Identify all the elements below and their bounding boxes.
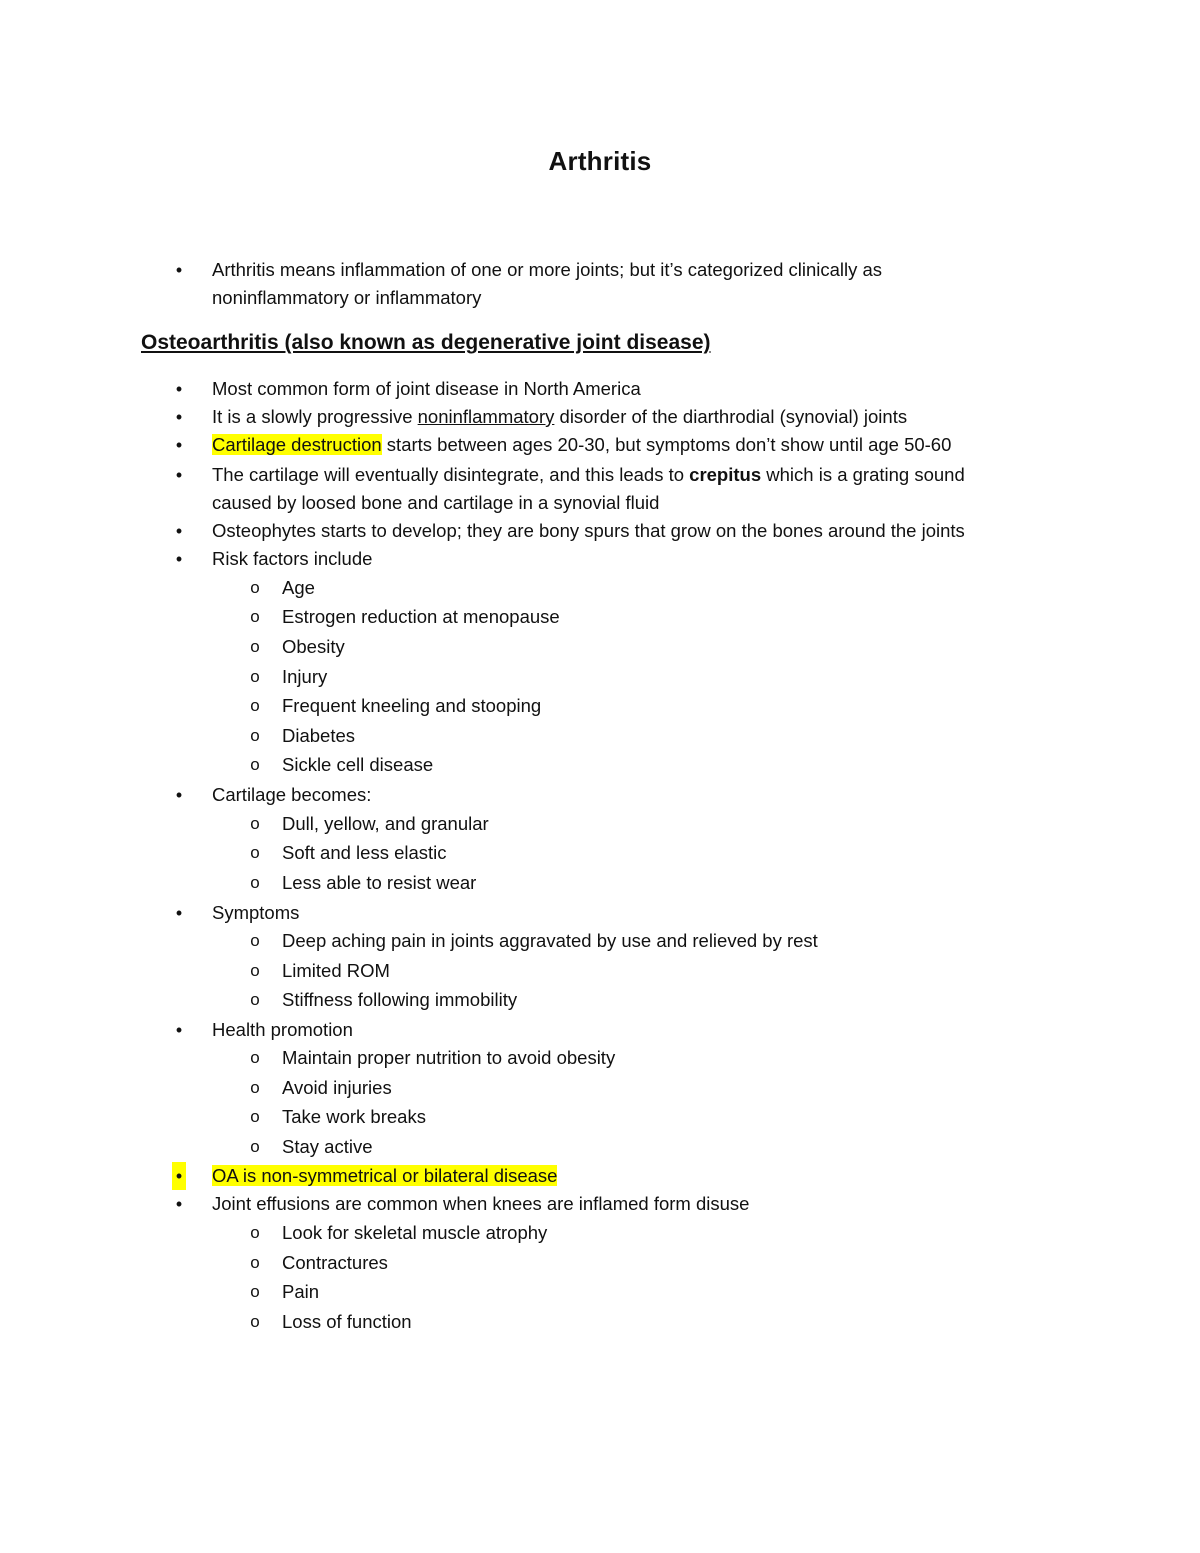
- page-title: Arthritis: [548, 146, 652, 176]
- risk-factor-item: Injury: [282, 666, 328, 687]
- bullet-crepitus-line-2: caused by loosed bone and cartilage in a synovial fluid: [212, 492, 660, 513]
- symptom-item: Stiffness following immobility: [282, 989, 518, 1010]
- bullet-marker: •: [175, 549, 183, 569]
- sub-bullet-marker: o: [250, 637, 260, 656]
- text-run: The cartilage will eventually disintegrate, and this leads to: [212, 464, 690, 485]
- section-heading: Osteoarthritis (also known as degenerative joint disease): [141, 331, 711, 354]
- risk-factor-item: Age: [282, 577, 315, 598]
- sub-bullet-marker: o: [250, 667, 260, 686]
- sub-bullet-marker: o: [250, 578, 260, 597]
- sub-bullet-marker: o: [250, 696, 260, 715]
- sub-bullet-marker: o: [250, 1223, 260, 1242]
- underlined-term: noninflammatory: [417, 406, 555, 427]
- sub-bullet-marker: o: [250, 1107, 260, 1126]
- bullet-marker: •: [172, 1162, 186, 1190]
- text-run: disorder of the diarthrodial (synovial) joints: [554, 406, 908, 427]
- intro-line-1: Arthritis means inflammation of one or more joints; but it’s categorized clinically as: [212, 259, 883, 280]
- bullet-progressive: [212, 403, 907, 431]
- sub-bullet-marker: o: [250, 1137, 260, 1156]
- sub-bullet-marker: o: [250, 990, 260, 1009]
- text-run: which is a grating sound: [761, 464, 965, 485]
- effusion-sign-item: Loss of function: [282, 1311, 412, 1332]
- text-run: It is a slowly progressive: [212, 406, 418, 427]
- intro-line-2: noninflammatory or inflammatory: [212, 287, 482, 308]
- sub-bullet-marker: o: [250, 1253, 260, 1272]
- bullet-symptoms: Symptoms: [212, 902, 300, 923]
- sub-bullet-marker: o: [250, 873, 260, 892]
- sub-bullet-marker: o: [250, 1048, 260, 1067]
- bullet-marker: •: [175, 1020, 183, 1040]
- sub-bullet-marker: o: [250, 607, 260, 626]
- bullet-oa-symmetry: [212, 1162, 557, 1190]
- sub-bullet-marker: o: [250, 843, 260, 862]
- sub-bullet-marker: o: [250, 1078, 260, 1097]
- health-promotion-item: Maintain proper nutrition to avoid obesity: [282, 1047, 616, 1068]
- bullet-marker: •: [175, 521, 183, 541]
- bullet-marker: •: [175, 465, 183, 485]
- cartilage-change-item: Less able to resist wear: [282, 872, 477, 893]
- bullet-marker: •: [175, 435, 183, 455]
- cartilage-change-item: Dull, yellow, and granular: [282, 813, 489, 834]
- risk-factor-item: Sickle cell disease: [282, 754, 434, 775]
- sub-bullet-marker: o: [250, 814, 260, 833]
- bullet-cartilage-destruction: [212, 431, 951, 459]
- symptom-item: Deep aching pain in joints aggravated by use and relieved by rest: [282, 930, 818, 951]
- sub-bullet-marker: o: [250, 1282, 260, 1301]
- bullet-joint-effusions: Joint effusions are common when knees are inflamed form disuse: [212, 1193, 750, 1214]
- health-promotion-item: Stay active: [282, 1136, 373, 1157]
- sub-bullet-marker: o: [250, 931, 260, 950]
- bullet-osteophytes: Osteophytes starts to develop; they are bony spurs that grow on the bones around the joints: [212, 520, 965, 541]
- sub-bullet-marker: o: [250, 961, 260, 980]
- health-promotion-item: Avoid injuries: [282, 1077, 392, 1098]
- bullet-marker: •: [175, 379, 183, 399]
- risk-factor-item: Obesity: [282, 636, 345, 657]
- bullet-marker: •: [175, 785, 183, 805]
- bullet-cartilage-becomes: Cartilage becomes:: [212, 784, 372, 805]
- risk-factor-item: Frequent kneeling and stooping: [282, 695, 542, 716]
- bold-term: crepitus: [689, 464, 762, 485]
- sub-bullet-marker: o: [250, 726, 260, 745]
- bullet-marker: •: [175, 1194, 183, 1214]
- risk-factor-item: Estrogen reduction at menopause: [282, 606, 560, 627]
- bullet-common-form: Most common form of joint disease in North America: [212, 378, 641, 399]
- effusion-sign-item: Pain: [282, 1281, 320, 1302]
- symptom-item: Limited ROM: [282, 960, 390, 981]
- effusion-sign-item: Contractures: [282, 1252, 388, 1273]
- effusion-sign-item: Look for skeletal muscle atrophy: [282, 1222, 548, 1243]
- bullet-crepitus: [212, 461, 965, 489]
- sub-bullet-marker: o: [250, 755, 260, 774]
- risk-factor-item: Diabetes: [282, 725, 356, 746]
- bullet-risk-factors: Risk factors include: [212, 548, 373, 569]
- bullet-marker: •: [175, 903, 183, 923]
- highlighted-term: Cartilage destruction: [212, 434, 382, 455]
- highlighted-term: OA is non-symmetrical or bilateral disease: [212, 1165, 558, 1186]
- bullet-marker: •: [175, 407, 183, 427]
- bullet-health-promotion: Health promotion: [212, 1019, 353, 1040]
- health-promotion-item: Take work breaks: [282, 1106, 426, 1127]
- text-run: starts between ages 20-30, but symptoms don’t show until age 50-60: [381, 434, 952, 455]
- bullet-marker: •: [175, 260, 183, 280]
- cartilage-change-item: Soft and less elastic: [282, 842, 447, 863]
- sub-bullet-marker: o: [250, 1312, 260, 1331]
